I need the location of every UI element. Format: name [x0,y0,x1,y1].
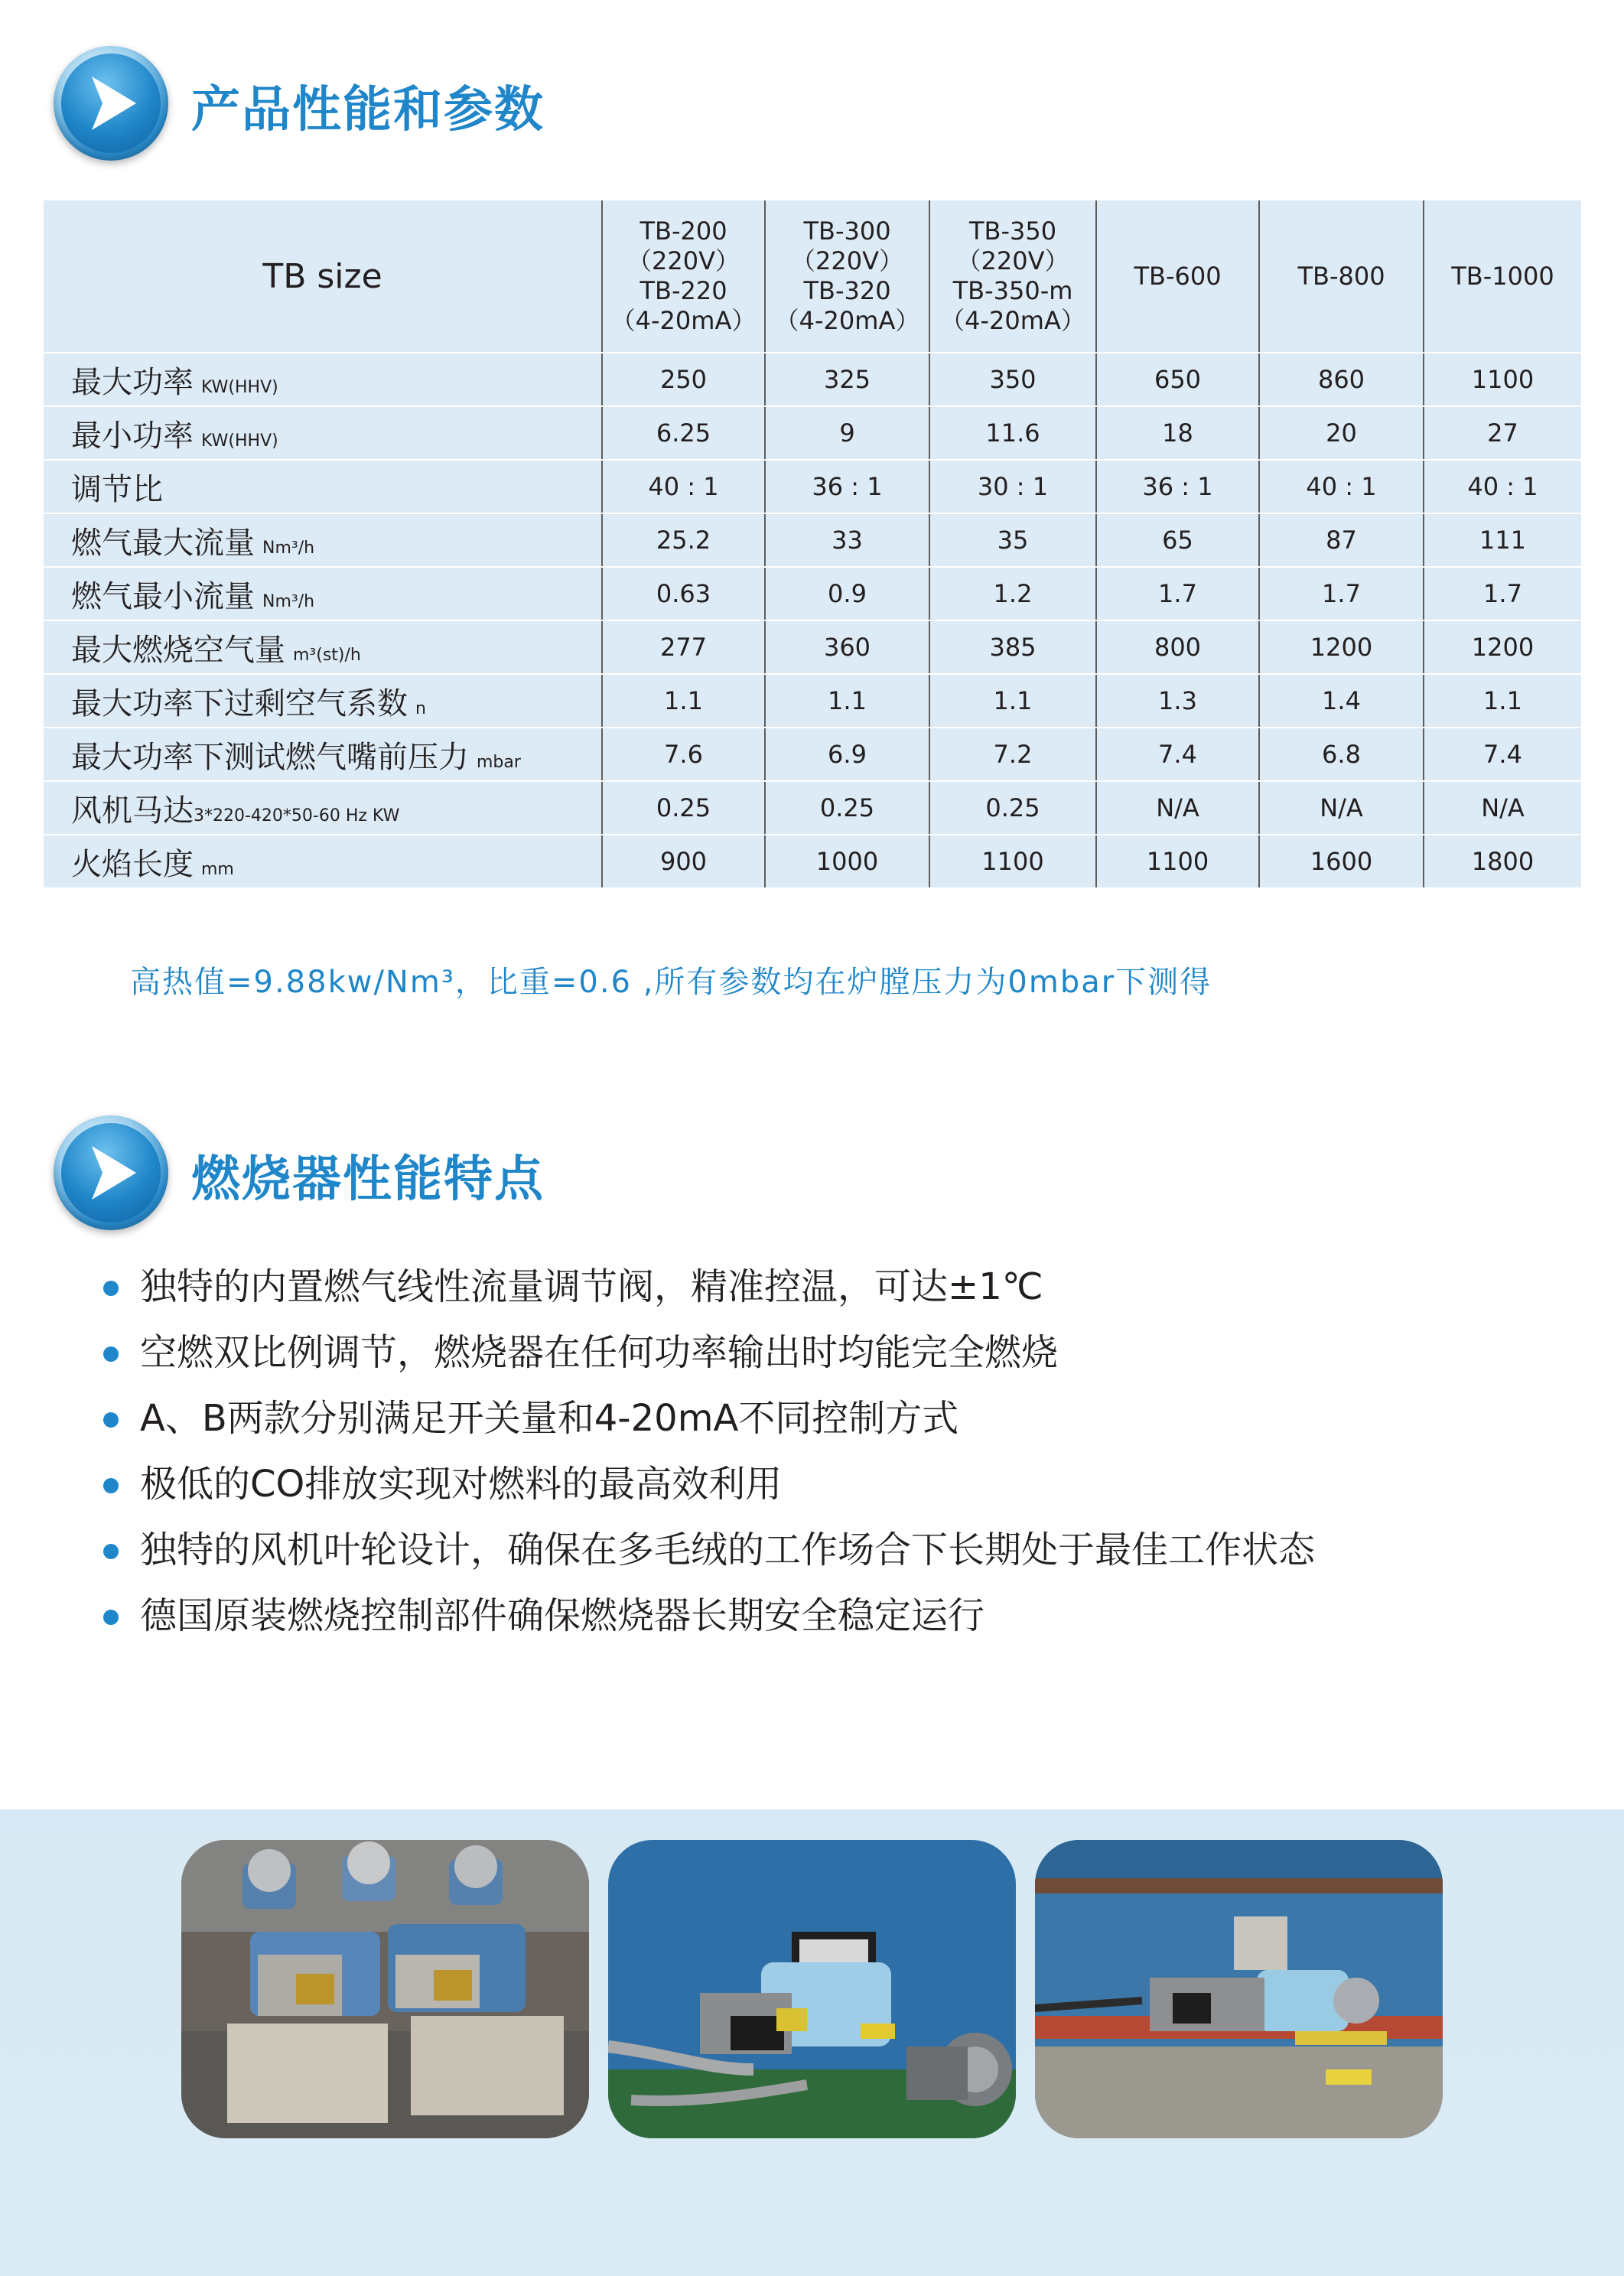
table-row [44,460,1581,513]
table-cell: 0.25 [929,781,1096,835]
table-row [44,620,1581,674]
feature-text: 独特的内置燃气线性流量调节阀，精准控温，可达±1℃ [140,1265,1043,1308]
table-cell: 1.2 [929,567,1096,620]
table-cell: 1000 [765,835,929,888]
table-cell: 7.2 [929,728,1096,781]
table-cell: 36 : 1 [1096,460,1259,513]
row-label-text: 燃气最大流量 [71,525,255,561]
table-cell: 40 : 1 [1424,460,1581,513]
table-cell: 30 : 1 [929,460,1096,513]
table-cell: 350 [929,353,1096,406]
table-cell: 250 [602,353,765,406]
table-cell: 0.25 [765,781,929,835]
parameters-note: 高热值=9.88kw/Nm³，比重=0.6 ,所有参数均在炉膛压力为0mbar下测得 [130,965,1212,1000]
row-unit: 3*220-420*50-60 Hz KW [194,806,400,825]
list-item [103,1525,1315,1591]
table-cell: 1.1 [929,674,1096,728]
table-row [44,728,1581,781]
table-cell: 1200 [1259,620,1424,674]
row-label-text: 最小功率 [71,418,194,454]
row-label [44,353,602,406]
column-header-line: TB-220 [640,276,727,305]
table-cell: 360 [765,620,929,674]
column-header-line: TB-320 [803,276,891,305]
table-cell: N/A [1259,781,1424,835]
row-label [44,513,602,567]
table-cell: 1.4 [1259,674,1424,728]
spec-table [44,200,1581,889]
table-cell: 7.4 [1424,728,1581,781]
table-cell: 33 [765,513,929,567]
table-cell: 1.1 [602,674,765,728]
list-item [103,1460,1315,1525]
table-row [44,353,1581,406]
row-label [44,567,602,620]
row-label [44,674,602,728]
row-label [44,406,602,460]
table-cell: 1.1 [765,674,929,728]
table-cell: 35 [929,513,1096,567]
column-header-line: （4-20mA） [940,306,1085,335]
table-row [44,835,1581,888]
row-label-text: 最大功率 [71,364,194,400]
table-cell: 1100 [1424,353,1581,406]
table-cell: 1100 [1096,835,1259,888]
column-header-line: TB-350-m [952,276,1073,305]
bullet-dot-icon [103,1610,119,1625]
table-cell: 20 [1259,406,1424,460]
row-label-text: 火焰长度 [71,846,194,882]
feature-text: 极低的CO排放实现对燃料的最高效利用 [140,1463,783,1506]
table-cell: 1.7 [1424,567,1581,620]
table-cell: 25.2 [602,513,765,567]
bullet-dot-icon [103,1412,119,1428]
column-header-line: （220V） [956,246,1069,275]
table-cell: 0.63 [602,567,765,620]
table-cell: 40 : 1 [602,460,765,513]
column-header-line: TB-350 [968,217,1057,246]
column-header-line: （220V） [791,246,903,275]
row-label-text: 燃气最小流量 [71,578,255,614]
column-header-line: TB-300 [803,217,891,246]
row-unit: m³(st)/h [293,645,361,665]
table-cell: 40 : 1 [1259,460,1424,513]
feature-list [103,1262,1315,1657]
table-row [44,406,1581,460]
table-cell: 6.25 [602,406,765,460]
table-row [44,567,1581,620]
table-cell: 9 [765,406,929,460]
bullet-dot-icon [103,1478,119,1493]
row-label [44,728,602,781]
row-unit: n [415,698,426,718]
table-cell: 65 [1096,513,1259,567]
table-cell: 800 [1096,620,1259,674]
row-label-text: 调节比 [71,471,163,507]
bullet-dot-icon [103,1544,119,1559]
column-header-line: （220V） [627,246,740,275]
table-cell: 1600 [1259,835,1424,888]
table-cell: 900 [602,835,765,888]
row-unit: KW(HHV) [201,431,278,451]
table-cell: 0.25 [602,781,765,835]
table-row [44,513,1581,567]
play-arrow-icon [54,46,168,161]
column-header [602,200,765,353]
table-cell: 1800 [1424,835,1581,888]
row-unit: Nm³/h [262,538,315,558]
feature-text: 德国原装燃烧控制部件确保燃烧器长期安全稳定运行 [140,1594,985,1637]
table-corner-label: TB size [44,200,602,353]
section-title: 产品性能和参数 [191,82,545,138]
table-header-row [44,200,1581,353]
play-arrow-icon [54,1115,168,1230]
table-row [44,674,1581,728]
table-cell: 18 [1096,406,1259,460]
bullet-dot-icon [103,1281,119,1296]
list-item [103,1394,1315,1460]
product-photo-burners-lineup [181,1840,589,2138]
column-header: TB-1000 [1424,200,1581,353]
table-cell: 1200 [1424,620,1581,674]
row-label-text: 风机马达 [71,793,194,829]
table-cell: 11.6 [929,406,1096,460]
table-cell: 7.6 [602,728,765,781]
table-cell: 6.9 [765,728,929,781]
table-row [44,781,1581,835]
row-label-text: 最大燃烧空气量 [71,632,285,668]
table-cell: 36 : 1 [765,460,929,513]
column-header [929,200,1096,353]
table-cell: 860 [1259,353,1424,406]
table-cell: 325 [765,353,929,406]
table-cell: 0.9 [765,567,929,620]
list-item [103,1262,1315,1328]
column-header-line: （4-20mA） [774,306,920,335]
column-header: TB-600 [1096,200,1259,353]
row-label [44,835,602,888]
feature-text: A、B两款分别满足开关量和4-20mA不同控制方式 [140,1397,959,1440]
row-unit: mbar [477,752,521,772]
section-title: 燃烧器性能特点 [191,1151,545,1208]
table-cell: 27 [1424,406,1581,460]
table-cell: 111 [1424,513,1581,567]
row-label [44,781,602,835]
table-cell: 385 [929,620,1096,674]
product-photo-burner-mounted [608,1840,1016,2138]
table-cell: 650 [1096,353,1259,406]
column-header-line: （4-20mA） [610,306,757,335]
list-item [103,1328,1315,1394]
list-item [103,1591,1315,1657]
table-cell: 277 [602,620,765,674]
table-cell: N/A [1096,781,1259,835]
table-cell: 1.3 [1096,674,1259,728]
table-cell: 87 [1259,513,1424,567]
table-cell: 1.1 [1424,674,1581,728]
row-label-text: 最大功率下测试燃气嘴前压力 [71,739,469,775]
feature-text: 独特的风机叶轮设计，确保在多毛绒的工作场合下长期处于最佳工作状态 [140,1529,1316,1571]
table-cell: 7.4 [1096,728,1259,781]
table-cell: 1100 [929,835,1096,888]
row-unit: Nm³/h [262,591,315,611]
feature-text: 空燃双比例调节，燃烧器在任何功率输出时均能完全燃烧 [140,1331,1059,1374]
product-photo-installed-burner [1035,1840,1443,2138]
row-label-text: 最大功率下过剩空气系数 [71,685,408,721]
row-label [44,460,602,513]
row-unit: mm [201,859,234,879]
column-header: TB-800 [1259,200,1424,353]
row-unit: KW(HHV) [201,377,278,397]
row-label [44,620,602,674]
table-cell: N/A [1424,781,1581,835]
column-header-line: TB-200 [640,217,727,246]
table-cell: 1.7 [1096,567,1259,620]
bullet-dot-icon [103,1346,119,1362]
table-cell: 6.8 [1259,728,1424,781]
column-header [765,200,929,353]
table-cell: 1.7 [1259,567,1424,620]
